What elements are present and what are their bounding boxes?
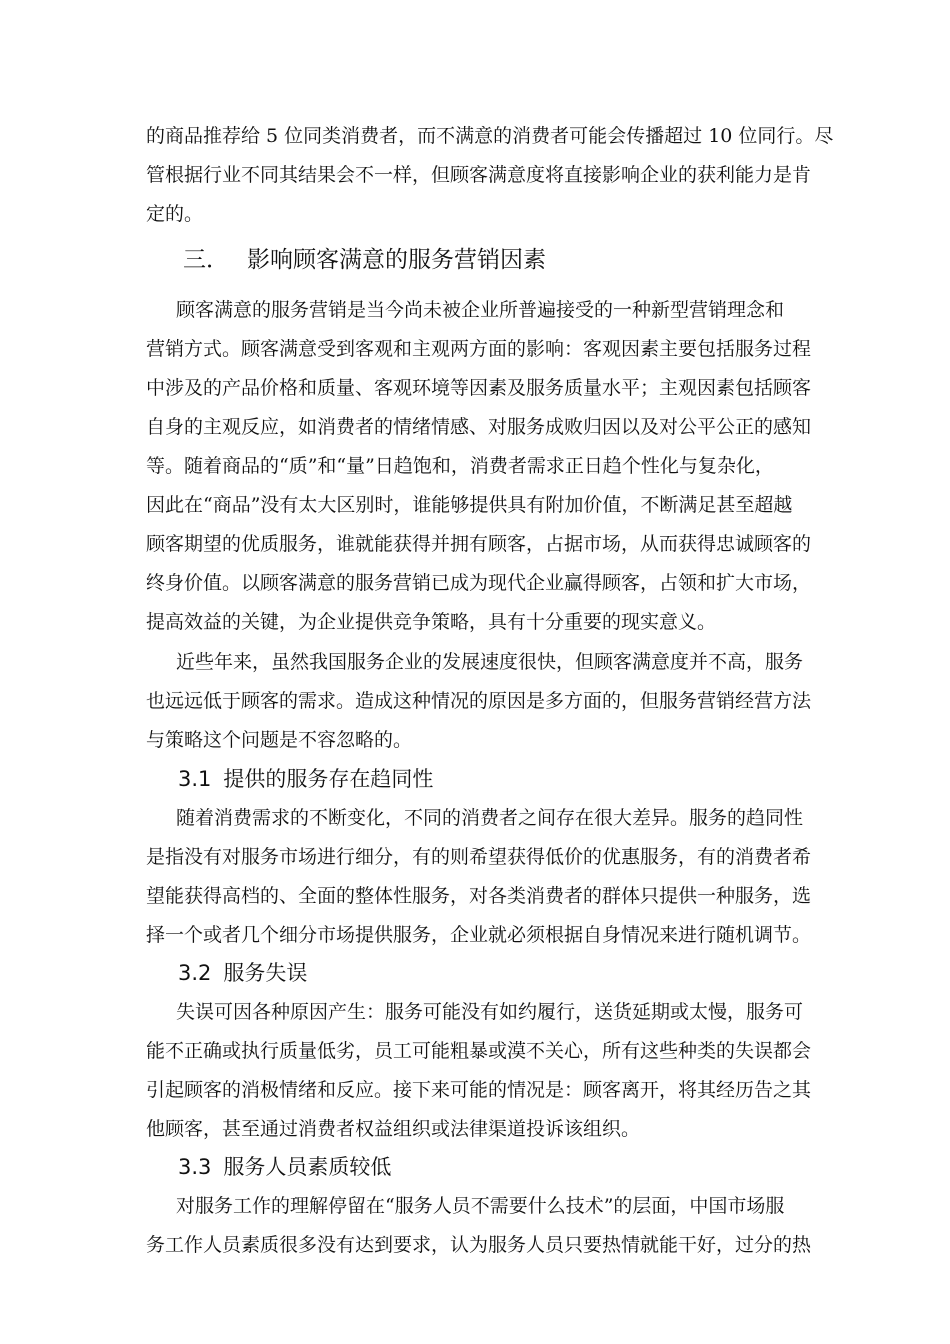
body-text-line: 等。随着商品的“质”和“量”日趋饱和，消费者需求正日趋个性化与复杂化， — [146, 455, 774, 477]
body-text-line: 顾客期望的优质服务，谁就能获得并拥有顾客，占据市场，从而获得忠诚顾客的 — [146, 533, 812, 555]
section-title: 影响顾客满意的服务营销因素 — [247, 247, 546, 273]
body-text-line: 能不正确或执行质量低劣，员工可能粗暴或漠不关心，所有这些种类的失误都会 — [146, 1040, 812, 1062]
section-heading — [183, 245, 546, 275]
subsection-number: 3.3 — [178, 1155, 212, 1179]
body-text-line: 顾客满意的服务营销是当今尚未被企业所普遍接受的一种新型营销理念和 — [176, 299, 785, 321]
subsection-title: 提供的服务存在趋同性 — [223, 767, 434, 791]
body-text-line: 提高效益的关键，为企业提供竞争策略，具有十分重要的现实意义。 — [146, 611, 717, 633]
body-text-line: 他顾客，甚至通过消费者权益组织或法律渠道投诉该组织。 — [146, 1118, 641, 1140]
body-text-line: 因此在“商品”没有太大区别时，谁能够提供具有附加价值，不断满足甚至超越 — [146, 494, 793, 516]
subsection-title: 服务失误 — [223, 961, 308, 985]
body-text-line: 引起顾客的消极情绪和反应。接下来可能的情况是：顾客离开，将其经历告之其 — [146, 1079, 812, 1101]
body-text-line: 择一个或者几个细分市场提供服务，企业就必须根据自身情况来进行随机调节。 — [146, 924, 812, 946]
subsection-heading — [178, 765, 433, 793]
subsection-heading — [178, 1153, 391, 1181]
body-text-line: 自身的主观反应，如消费者的情绪情感、对服务成败归因以及对公平公正的感知 — [146, 416, 812, 438]
subsection-title: 服务人员素质较低 — [223, 1155, 392, 1179]
body-text-line: 营销方式。顾客满意受到客观和主观两方面的影响：客观因素主要包括服务过程 — [146, 338, 812, 360]
body-text-line: 对服务工作的理解停留在“服务人员不需要什么技术”的层面，中国市场服 — [176, 1195, 785, 1217]
subsection-number: 3.1 — [178, 767, 212, 791]
body-text-line: 终身价值。以顾客满意的服务营销已成为现代企业赢得顾客，占领和扩大市场， — [146, 572, 812, 594]
section-number: 三． — [183, 247, 229, 273]
subsection-number: 3.2 — [178, 961, 212, 985]
body-text-line: 失误可因各种原因产生：服务可能没有如约履行，送货延期或太慢，服务可 — [176, 1001, 804, 1023]
subsection-heading — [178, 959, 307, 987]
body-text-line: 也远远低于顾客的需求。造成这种情况的原因是多方面的，但服务营销经营方法 — [146, 690, 812, 712]
body-text-line: 中涉及的产品价格和质量、客观环境等因素及服务质量水平；主观因素包括顾客 — [146, 377, 812, 399]
body-text-line: 近些年来，虽然我国服务企业的发展速度很快，但顾客满意度并不高，服务 — [176, 651, 804, 673]
body-text-line: 定的。 — [146, 203, 204, 225]
body-text-line: 是指没有对服务市场进行细分，有的则希望获得低价的优惠服务，有的消费者希 — [146, 846, 812, 868]
body-text-line: 的商品推荐给 5 位同类消费者，而不满意的消费者可能会传播超过 10 位同行。尽 — [146, 125, 834, 147]
body-text-line: 望能获得高档的、全面的整体性服务，对各类消费者的群体只提供一种服务，选 — [146, 885, 812, 907]
body-text-line: 管根据行业不同其结果会不一样，但顾客满意度将直接影响企业的获利能力是肯 — [146, 164, 812, 186]
body-text-line: 务工作人员素质很多没有达到要求，认为服务人员只要热情就能干好，过分的热 — [146, 1234, 812, 1256]
body-text-line: 与策略这个问题是不容忽略的。 — [146, 729, 413, 751]
body-text-line: 随着消费需求的不断变化，不同的消费者之间存在很大差异。服务的趋同性 — [176, 807, 804, 829]
